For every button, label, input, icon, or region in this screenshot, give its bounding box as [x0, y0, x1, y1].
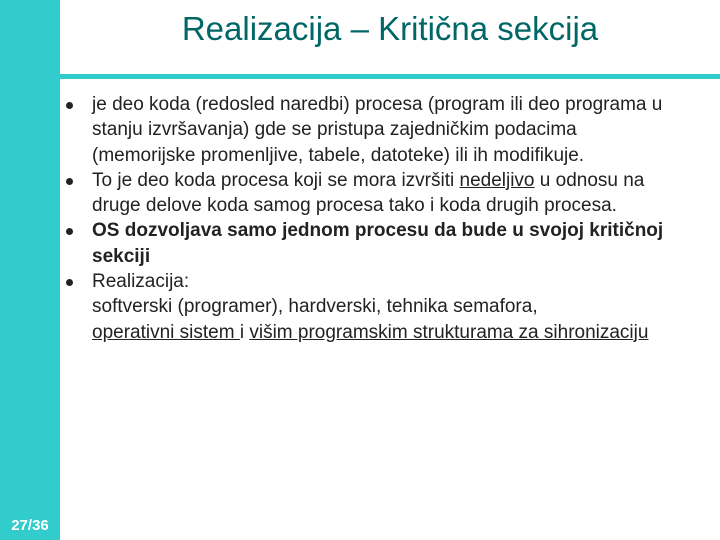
slide-number: 27/36	[11, 517, 49, 534]
bullet-text-end: u odnosu na druge delove koda samog procesa tako i koda drugih procesa.	[92, 169, 645, 217]
title-rule	[60, 74, 720, 79]
link-operativni-sistem[interactable]: operativni sistem	[92, 321, 240, 343]
bullet-dot-icon	[66, 102, 73, 109]
slide-title: Realizacija – Kritična sekcija	[181, 10, 599, 47]
bullet-text: OS dozvoljava samo jednom procesu da bude u svojoj kritičnoj sekciji	[92, 220, 664, 267]
link-visim-strukturama[interactable]: višim programskim strukturama za sihronizaciju	[249, 321, 649, 343]
bullet-item-1	[64, 92, 664, 168]
bullet-item-4	[64, 269, 664, 345]
underlined-term: nedeljivo	[459, 169, 535, 191]
connector-text: i	[239, 321, 250, 343]
bullet-dot-icon	[66, 178, 73, 185]
bullet-dot-icon	[66, 279, 73, 286]
bullet-text: je deo koda (redosled naredbi) procesa (program ili deo programa u stanju izvršavanja) gde se pristupa zajedničkim podacima (memorijske promenljive, tabele, datoteke) ili ih modifikuje.	[92, 94, 663, 166]
bullet-item-3	[64, 218, 664, 269]
bullet-heading: Realizacija:	[92, 271, 190, 293]
bullet-list	[64, 92, 664, 345]
side-bar	[0, 0, 60, 540]
bullet-text-start: To je deo koda procesa koji se mora izvršiti	[92, 169, 460, 191]
bullet-text: softverski (programer), hardverski, tehnika semafora,	[92, 296, 538, 318]
bullet-item-2	[64, 168, 664, 219]
bullet-dot-icon	[66, 228, 73, 235]
